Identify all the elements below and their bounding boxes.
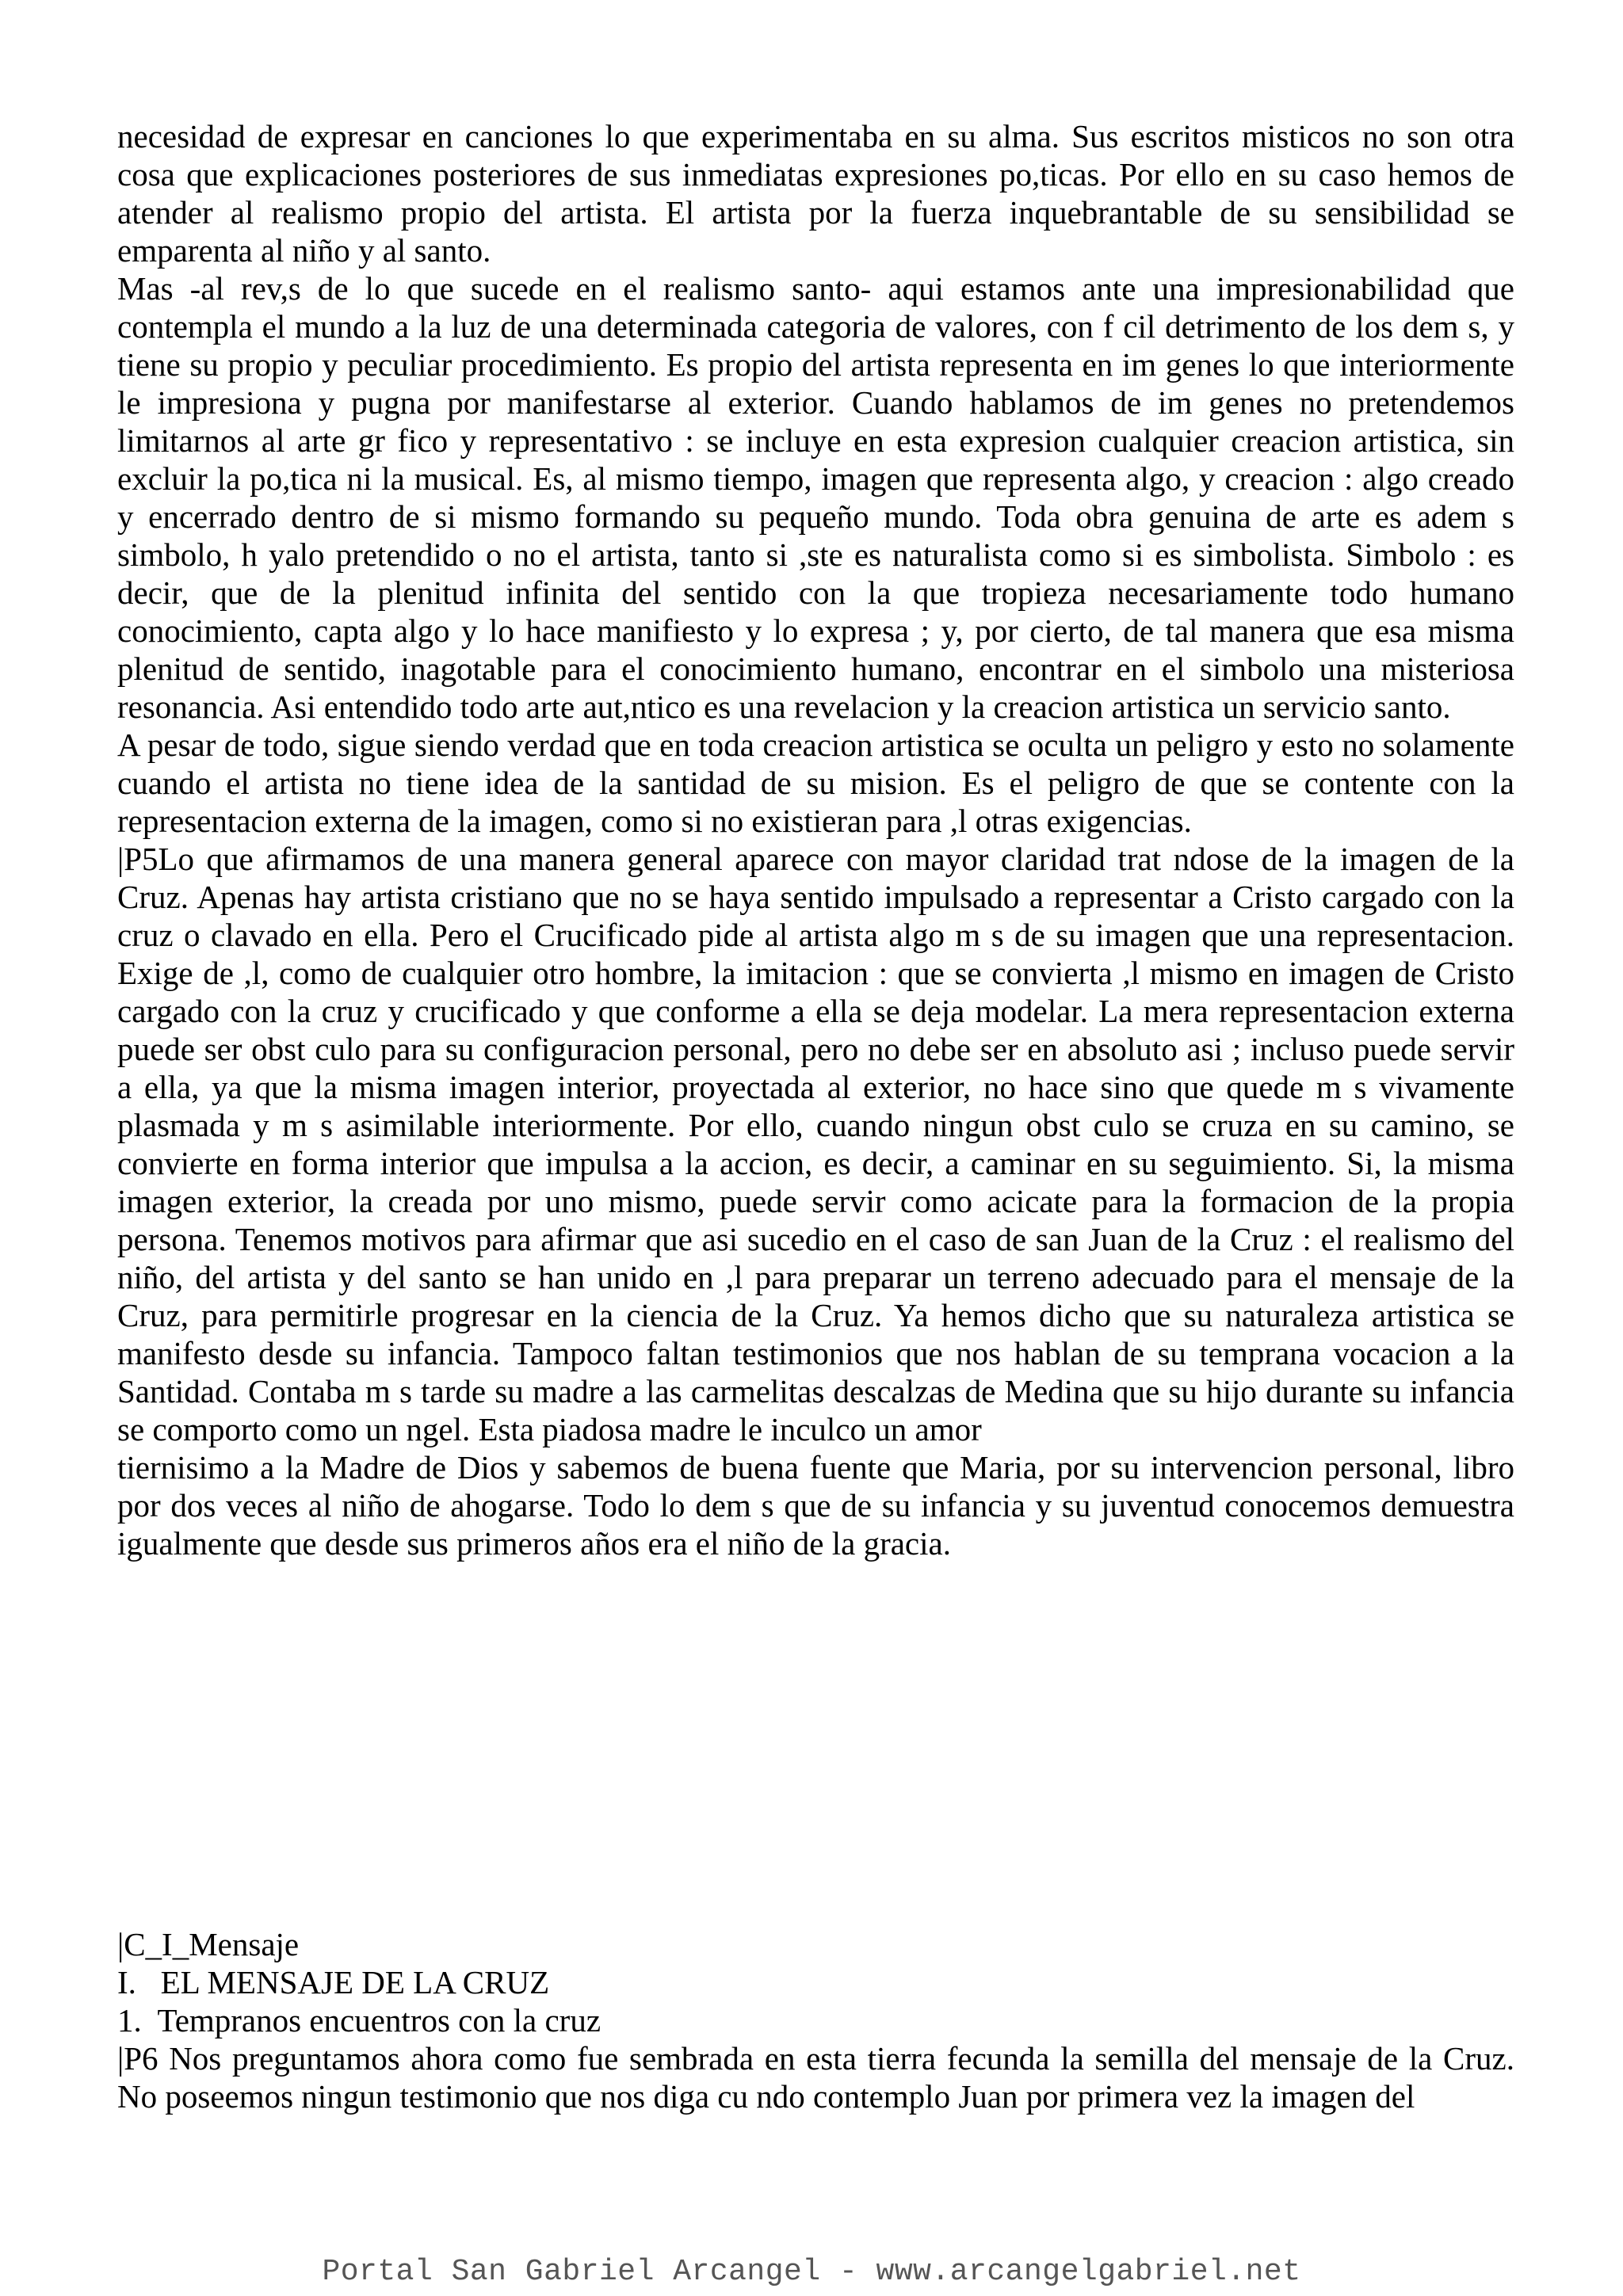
paragraph-gracia: tiernisimo a la Madre de Dios y sabemos de buena fuente que Maria, por su intervencion personal, libro por dos veces al niño de ahogarse. Todo lo dem s que de su infancia y su juventud conocemos demuestra igualmente que desde sus primeros años era el niño de la gracia.	[117, 1449, 1514, 1562]
paragraph-p6: |P6 Nos preguntamos ahora como fue sembrada en esta tierra fecunda la semilla del mensaje de la Cruz. No poseemos ningun testimonio que nos diga cu ndo contemplo Juan por primera vez la imagen del	[117, 2040, 1514, 2115]
subheading: 1. Tempranos encuentros con la cruz	[117, 2002, 601, 2039]
paragraph-peligro: A pesar de todo, sigue siendo verdad que en toda creacion artistica se oculta un peligro y esto no solamente cuando el artista no tiene idea de la santidad de su mision. Es el peligro de que se contente con la representacion externa de la imagen, como si no existieran para ,l otras exigencias.	[117, 727, 1514, 839]
p6-block	[117, 2039, 1514, 2115]
page-footer: Portal San Gabriel Arcangel - www.arcangelgabriel.net	[322, 2255, 1301, 2289]
paragraph-realismo: Mas -al rev,s de lo que sucede en el realismo santo- aqui estamos ante una impresionabilidad que contempla el mundo a la luz de una determinada categoria de valores, con f cil detrimento de los dem s, y tiene su propio y peculiar procedimiento. Es propio del artista representa en im genes lo que interiormente le impresiona y pugna por manifestarse al exterior. Cuando hablamos de im genes no pretendemos limitarnos al arte gr fico y representativo : se incluye en esta expresion cualquier creacion artistica, sin excluir la po,tica ni la musical. Es, al mismo tiempo, imagen que representa algo, y creacion : algo creado y encerrado dentro de si mismo formando su pequeño mundo. Toda obra genuina de arte es adem s simbolo, h yalo pretendido o no el artista, tanto si ,ste es naturalista como si es simbolista. Simbolo : es decir, que de la plenitud infinita del sentido con la que tropieza necesariamente todo humano conocimiento, capta algo y lo hace manifiesto y lo expresa ; y, por cierto, de tal manera que esa misma plenitud de sentido, inagotable para el conocimiento humano, encontrar en el simbolo una misteriosa resonancia. Asi entendido todo arte aut,ntico es una revelacion y la creacion artistica un servicio santo.	[117, 270, 1514, 725]
paragraph-p5: |P5Lo que afirmamos de una manera general aparece con mayor claridad trat ndose de la imagen de la Cruz. Apenas hay artista cristiano que no se haya sentido impulsado a representar a Cristo cargado con la cruz o clavado en ella. Pero el Crucificado pide al artista algo m s de su imagen que una representacion. Exige de ,l, como de cualquier otro hombre, la imitacion : que se convierta ,l mismo en imagen de Cristo cargado con la cruz y crucificado y que conforme a ella se deja modelar. La mera representacion externa puede ser obst culo para su configuracion personal, pero no debe ser en absoluto asi ; incluso puede servir a ella, ya que la misma imagen interior, proyectada al exterior, no hace sino que quede m s vivamente plasmada y m s asimilable interiormente. Por ello, cuando ningun obst culo se cruza en su camino, se convierte en forma interior que impulsa a la accion, es decir, a caminar en su seguimiento. Si, la misma imagen exterior, la creada por uno mismo, puede servir como acicate para la formacion de la propia persona. Tenemos motivos para afirmar que asi sucedio en el caso de san Juan de la Cruz : el realismo del niño, del artista y del santo se han unido en ,l para preparar un terreno adecuado para el mensaje de la Cruz, para permitirle progresar en la ciencia de la Cruz. Ya hemos dicho que su naturaleza artistica se manifesto desde su infancia. Tampoco faltan testimonios que nos hablan de su temprana vocacion a la Santidad. Contaba m s tarde su madre a las carmelitas descalzas de Medina que su hijo durante su infancia se comporto como un ngel. Esta piadosa madre le inculco un amor	[117, 841, 1514, 1447]
section-code: |C_I_Mensaje	[117, 1926, 300, 1962]
paragraph-intro: necesidad de expresar en canciones lo que experimentaba en su alma. Sus escritos misticos no son otra cosa que explicaciones posteriores de sus inmediatas expresiones po,ticas. Por ello en su caso hemos de atender al realismo propio del artista. El artista por la fuerza inquebrantable de su sensibilidad se emparenta al niño y al santo.	[117, 118, 1514, 269]
chapter-heading: I. EL MENSAJE DE LA CRUZ	[117, 1964, 550, 2000]
chapter-heading-block	[117, 1925, 1514, 2039]
body-text	[117, 117, 1514, 1562]
